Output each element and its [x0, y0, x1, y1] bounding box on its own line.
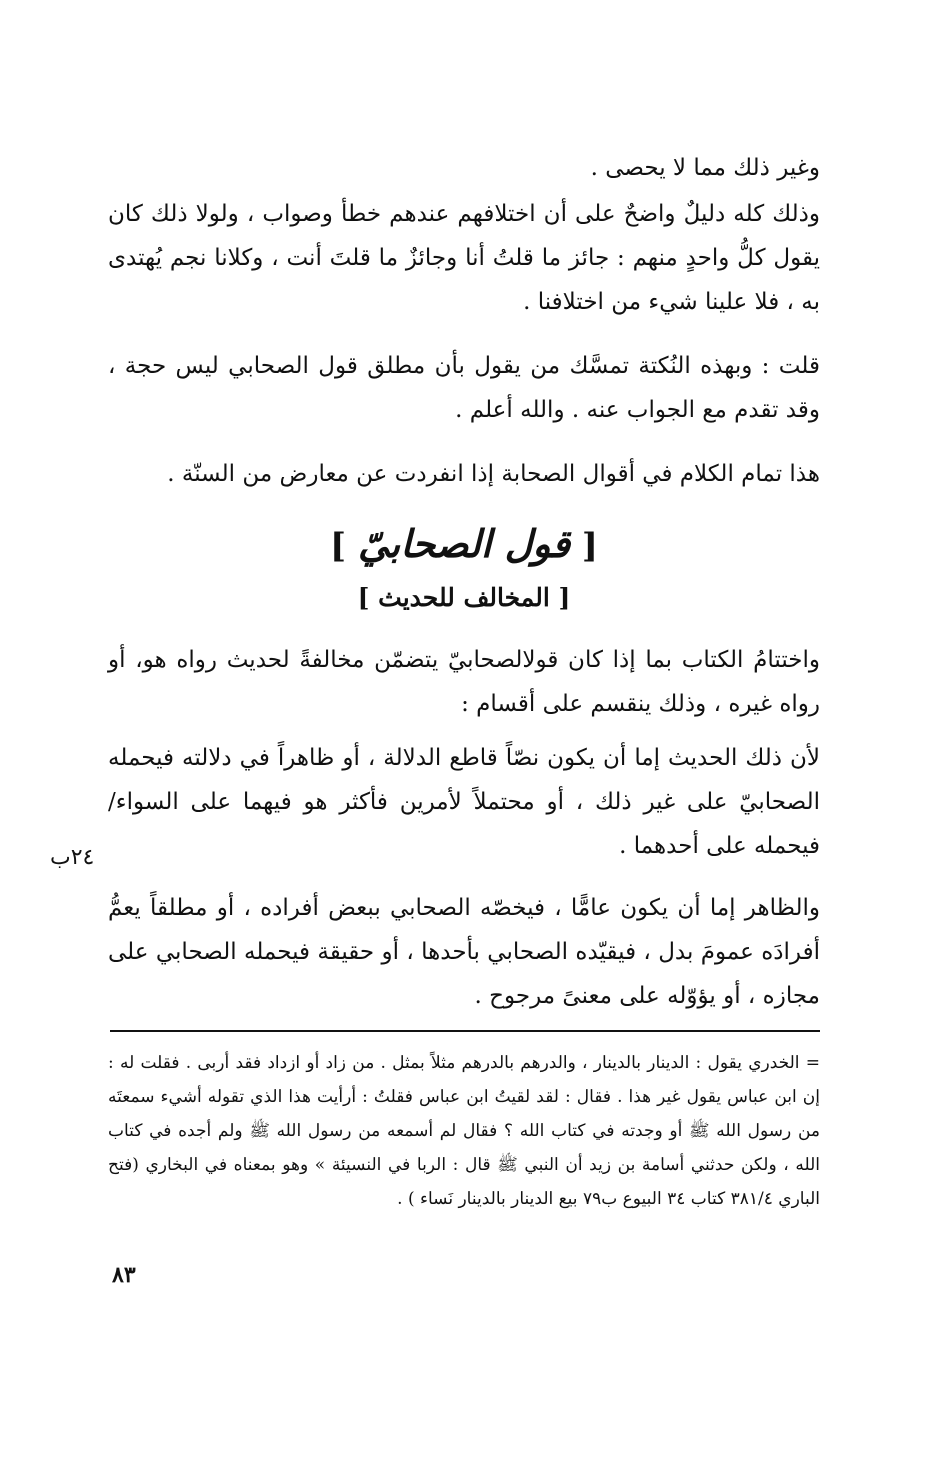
section-heading	[108, 518, 820, 572]
paragraph-6: لأن ذلك الحديث إما أن يكون نصّاً قاطع الدلالة ، أو ظاهراً في دلالته فيحمله الصحابيّ على غير ذلك ، أو محتملاً لأمرين فأكثر هو فيهما على السواء/فيحمله على أحدهما .	[108, 745, 820, 859]
paragraph-5: واختتامُ الكتاب بما إذا كان قولالصحابيّ يتضمّن مخالفةً لحديث رواه هو، أو رواه غيره ، وذلك ينقسم على أقسام :	[108, 647, 820, 717]
paragraph-1: وغير ذلك مما لا يحصى .	[590, 155, 820, 181]
paragraph-2: وذلك كله دليلٌ واضحٌ على أن اختلافهم عندهم خطأ وصواب ، ولولا ذلك كان يقول كلُّ واحدٍ منهم : جائز ما قلتُ أنا وجائزٌ ما قلتَ أنت ، وكلانا نجم يُهتدى به ، فلا علينا شيء من اختلافنا .	[108, 201, 820, 315]
manuscript-folio-note: ٢٤ب	[50, 845, 95, 870]
footnote-divider	[110, 1030, 820, 1032]
heading-bracket-open: [	[581, 526, 598, 566]
paragraph-3: قلت : وبهذه النُكتة تمسَّك من يقول بأن مطلق قول الصحابي ليس حجة ، وقد تقدم مع الجواب عنه . والله أعلم .	[108, 353, 820, 423]
section-subheading: [ المخالف للحديث ]	[357, 583, 571, 612]
heading-bracket-close: ]	[330, 526, 347, 566]
heading-title: قول الصحابيّ	[357, 521, 571, 566]
paragraph-7: والظاهر إما أن يكون عامًّا ، فيخصّه الصحابي ببعض أفراده ، أو مطلقاً يعمُّ أفرادَه عمومَ بدل ، فيقيّده الصحابي بأحدها ، أو حقيقة فيحمله الصحابي على مجازه ، أو يؤوّله على معنىً مرجوح .	[108, 895, 820, 1009]
page-number: ٨٣	[112, 1262, 136, 1288]
paragraph-4: هذا تمام الكلام في أقوال الصحابة إذا انفردت عن معارض من السنّة .	[167, 461, 820, 487]
footnote: = الخدري يقول : الدينار بالدينار ، والدرهم بالدرهم مثلاً بمثل . من زاد أو ازداد فقد أربى . فقلت له : إن ابن عباس يقول غير هذا . فقال : لقد لقيتُ ابن عباس فقلتُ : أرأيت هذا الذي تقوله أشيء سمعتَه من رسول الله ﷺ أو وجدته في كتاب الله ؟ فقال لم أسمعه من رسول الله ﷺ ولم أجده في كتاب الله ، ولكن حدثني أسامة بن زيد أن النبي ﷺ قال : الربا في النسيئة » وهو بمعناه في البخاري (فتح الباري ٣٨١/٤ كتاب ٣٤ البيوع ب٧٩ بيع الدينار بالدينار نَساء ) .	[108, 1053, 820, 1209]
